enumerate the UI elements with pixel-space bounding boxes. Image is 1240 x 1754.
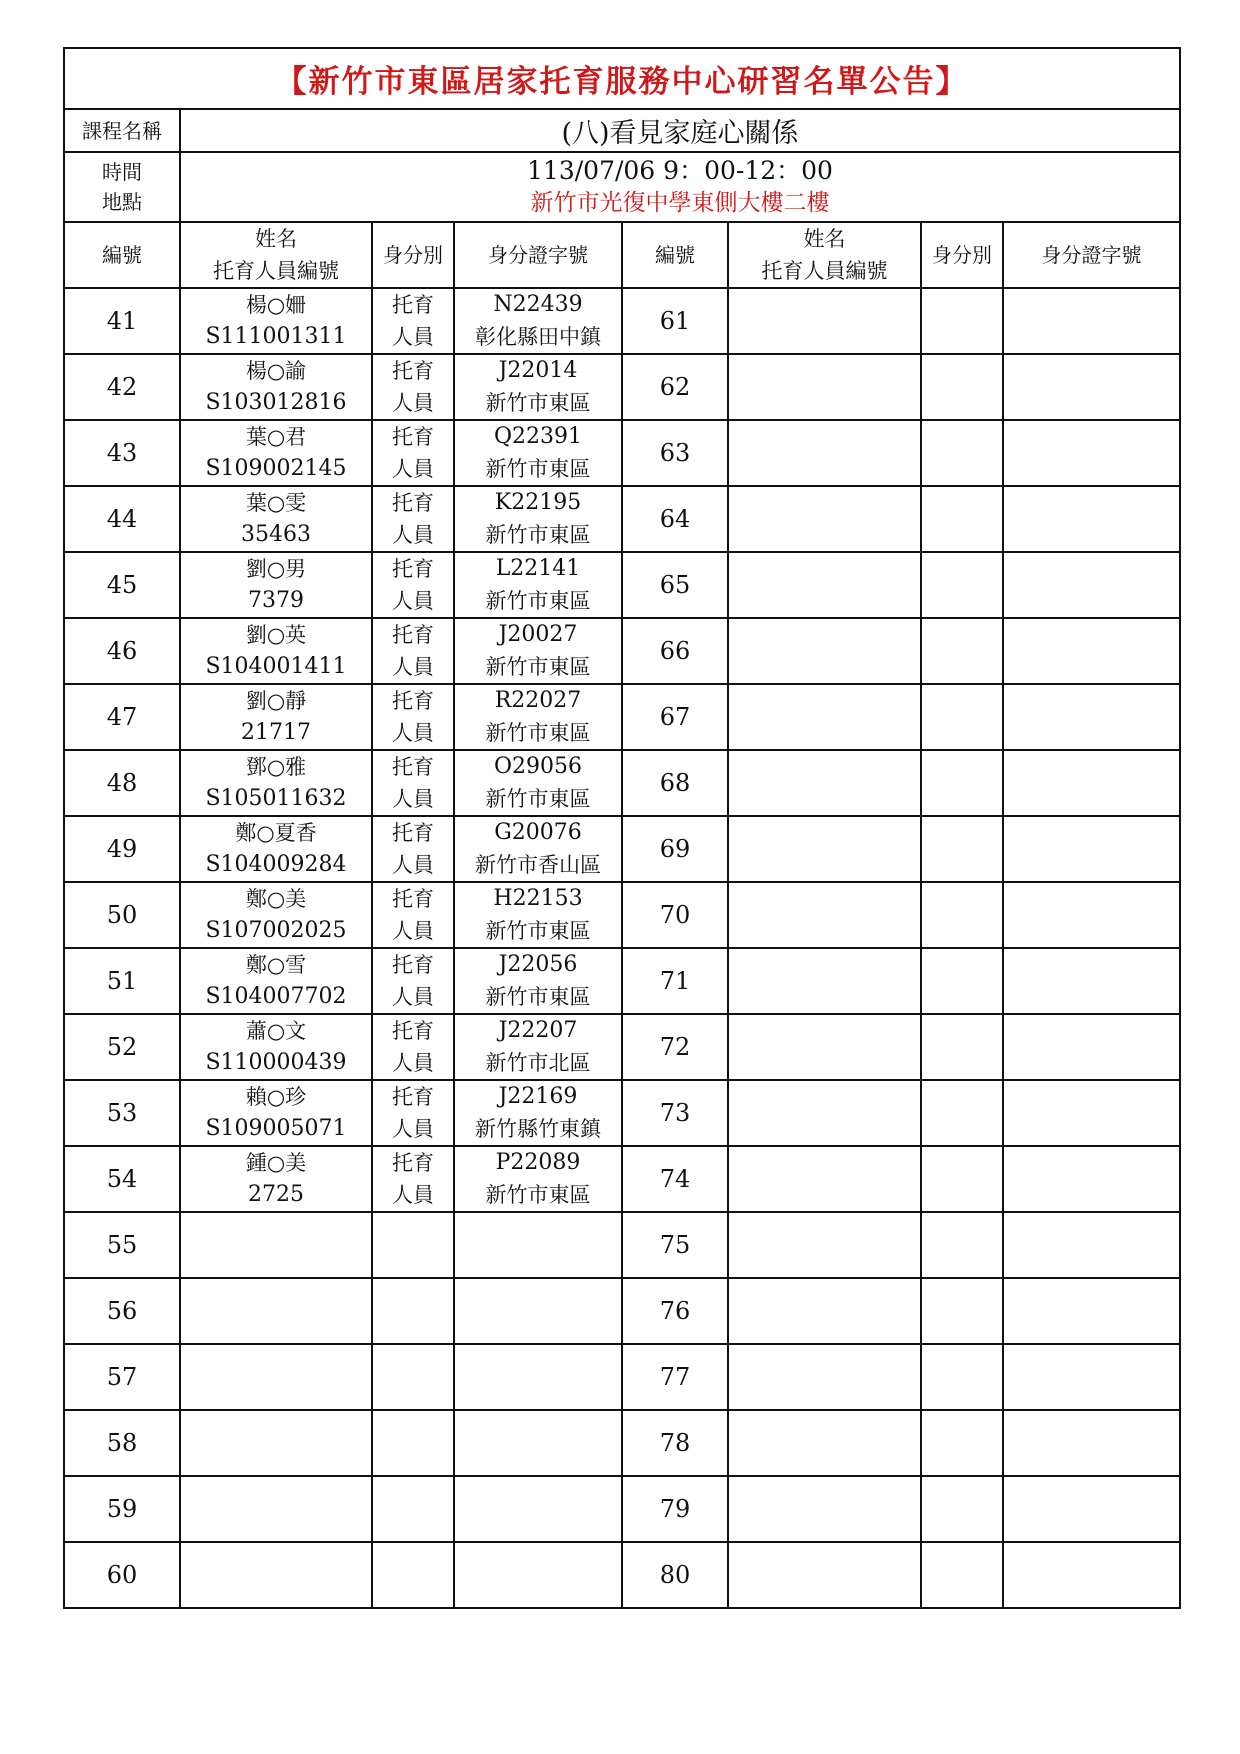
id-code: J22207 bbox=[498, 1018, 578, 1043]
person-name: 賴○珍 bbox=[245, 1085, 307, 1109]
id-code: G20076 bbox=[494, 820, 582, 845]
identity-top: 托育 bbox=[392, 293, 434, 317]
person-name: 鄭○夏香 bbox=[235, 821, 317, 845]
table-row bbox=[64, 816, 1180, 882]
identity-top: 托育 bbox=[392, 953, 434, 977]
identity-bottom: 人員 bbox=[392, 721, 434, 745]
header-id-number-left: 身分證字號 bbox=[454, 222, 622, 288]
id-number-cell-right bbox=[1003, 750, 1180, 816]
staff-id: S109005071 bbox=[205, 1116, 347, 1141]
id-number-cell-right bbox=[1003, 1542, 1180, 1608]
identity-bottom: 人員 bbox=[392, 1117, 434, 1141]
id-area: 新竹市香山區 bbox=[475, 853, 601, 877]
roster-table bbox=[63, 47, 1181, 1609]
course-name: (八)看見家庭心關係 bbox=[180, 109, 1180, 152]
id-area: 新竹市東區 bbox=[485, 787, 591, 811]
identity-cell bbox=[372, 552, 454, 618]
row-number-right: 67 bbox=[622, 684, 728, 750]
name-cell-right bbox=[728, 1212, 921, 1278]
id-number-cell-right bbox=[1003, 1278, 1180, 1344]
staff-id: S104009284 bbox=[205, 852, 347, 877]
row-number-left: 45 bbox=[64, 552, 180, 618]
staff-id: S105011632 bbox=[205, 786, 347, 811]
identity-cell-right bbox=[921, 948, 1003, 1014]
row-number-left: 46 bbox=[64, 618, 180, 684]
table-row bbox=[64, 948, 1180, 1014]
row-number-left: 44 bbox=[64, 486, 180, 552]
row-number-left: 55 bbox=[64, 1212, 180, 1278]
id-number-cell bbox=[454, 1278, 622, 1344]
row-number-left: 58 bbox=[64, 1410, 180, 1476]
name-cell-right bbox=[728, 1014, 921, 1080]
table-row bbox=[64, 1344, 1180, 1410]
name-cell-right bbox=[728, 948, 921, 1014]
person-name: 鄧○雅 bbox=[245, 755, 307, 779]
name-cell bbox=[180, 486, 372, 552]
staff-id: S109002145 bbox=[205, 456, 347, 481]
row-number-right: 65 bbox=[622, 552, 728, 618]
staff-id: S103012816 bbox=[205, 390, 347, 415]
id-number-cell-right bbox=[1003, 882, 1180, 948]
id-code: J22014 bbox=[498, 358, 578, 383]
id-number-cell-right bbox=[1003, 816, 1180, 882]
row-number-left: 53 bbox=[64, 1080, 180, 1146]
name-cell bbox=[180, 1410, 372, 1476]
person-name: 葉○君 bbox=[245, 425, 307, 449]
id-number-cell-right bbox=[1003, 486, 1180, 552]
identity-top: 托育 bbox=[392, 1019, 434, 1043]
id-number-cell-right bbox=[1003, 420, 1180, 486]
identity-cell bbox=[372, 354, 454, 420]
staff-id: 21717 bbox=[241, 720, 311, 745]
row-number-left: 52 bbox=[64, 1014, 180, 1080]
identity-cell bbox=[372, 420, 454, 486]
header-no-right: 編號 bbox=[622, 222, 728, 288]
table-row bbox=[64, 1542, 1180, 1608]
id-number-cell bbox=[454, 486, 622, 552]
id-number-cell bbox=[454, 816, 622, 882]
identity-cell-right bbox=[921, 420, 1003, 486]
identity-cell-right bbox=[921, 1146, 1003, 1212]
time-label: 時間 bbox=[102, 160, 142, 184]
id-number-cell-right bbox=[1003, 1080, 1180, 1146]
name-cell-right bbox=[728, 882, 921, 948]
person-name: 葉○雯 bbox=[245, 491, 307, 515]
row-number-right: 63 bbox=[622, 420, 728, 486]
identity-cell-right bbox=[921, 684, 1003, 750]
row-number-left: 57 bbox=[64, 1344, 180, 1410]
identity-top: 托育 bbox=[392, 887, 434, 911]
page-title: 【新竹市東區居家托育服務中心研習名單公告】 bbox=[64, 48, 1180, 109]
identity-top: 托育 bbox=[392, 425, 434, 449]
row-number-right: 79 bbox=[622, 1476, 728, 1542]
identity-top: 托育 bbox=[392, 1151, 434, 1175]
row-number-right: 71 bbox=[622, 948, 728, 1014]
table-row bbox=[64, 1410, 1180, 1476]
person-name: 劉○男 bbox=[245, 557, 307, 581]
course-label: 課程名稱 bbox=[64, 109, 180, 152]
id-code: J20027 bbox=[498, 622, 578, 647]
id-number-cell bbox=[454, 882, 622, 948]
header-name-top: 姓名 bbox=[803, 227, 846, 251]
table-row bbox=[64, 1146, 1180, 1212]
name-cell bbox=[180, 1344, 372, 1410]
identity-cell-right bbox=[921, 288, 1003, 354]
id-area: 新竹市東區 bbox=[485, 457, 591, 481]
id-number-cell-right bbox=[1003, 1212, 1180, 1278]
row-number-left: 59 bbox=[64, 1476, 180, 1542]
table-row bbox=[64, 1080, 1180, 1146]
table-row bbox=[64, 1212, 1180, 1278]
row-number-left: 41 bbox=[64, 288, 180, 354]
table-row bbox=[64, 552, 1180, 618]
identity-cell bbox=[372, 816, 454, 882]
id-number-cell-right bbox=[1003, 1410, 1180, 1476]
id-code: P22089 bbox=[495, 1150, 581, 1175]
table-row bbox=[64, 882, 1180, 948]
identity-bottom: 人員 bbox=[392, 589, 434, 613]
table-row bbox=[64, 420, 1180, 486]
row-number-left: 56 bbox=[64, 1278, 180, 1344]
name-cell bbox=[180, 354, 372, 420]
id-number-cell bbox=[454, 1410, 622, 1476]
table-row bbox=[64, 1278, 1180, 1344]
name-cell-right bbox=[728, 1476, 921, 1542]
identity-cell bbox=[372, 1476, 454, 1542]
identity-cell-right bbox=[921, 816, 1003, 882]
name-cell bbox=[180, 816, 372, 882]
id-number-cell bbox=[454, 1212, 622, 1278]
id-area: 彰化縣田中鎮 bbox=[475, 325, 601, 349]
identity-bottom: 人員 bbox=[392, 787, 434, 811]
name-cell-right bbox=[728, 1344, 921, 1410]
name-cell-right bbox=[728, 354, 921, 420]
id-number-cell bbox=[454, 420, 622, 486]
name-cell-right bbox=[728, 618, 921, 684]
identity-cell-right bbox=[921, 1212, 1003, 1278]
name-cell bbox=[180, 1146, 372, 1212]
id-number-cell bbox=[454, 1542, 622, 1608]
row-number-left: 42 bbox=[64, 354, 180, 420]
row-number-left: 60 bbox=[64, 1542, 180, 1608]
table-row bbox=[64, 1476, 1180, 1542]
identity-cell-right bbox=[921, 750, 1003, 816]
name-cell-right bbox=[728, 816, 921, 882]
name-cell bbox=[180, 1212, 372, 1278]
id-code: J22169 bbox=[498, 1084, 578, 1109]
person-name: 劉○靜 bbox=[245, 689, 307, 713]
identity-cell-right bbox=[921, 1476, 1003, 1542]
id-number-cell-right bbox=[1003, 1146, 1180, 1212]
header-identity-left: 身分別 bbox=[372, 222, 454, 288]
header-name-right bbox=[728, 222, 921, 288]
name-cell-right bbox=[728, 420, 921, 486]
row-number-right: 72 bbox=[622, 1014, 728, 1080]
row-number-right: 70 bbox=[622, 882, 728, 948]
name-cell-right bbox=[728, 684, 921, 750]
identity-top: 托育 bbox=[392, 491, 434, 515]
identity-cell bbox=[372, 1410, 454, 1476]
place-label: 地點 bbox=[102, 190, 142, 214]
id-area: 新竹市東區 bbox=[485, 655, 591, 679]
id-number-cell bbox=[454, 750, 622, 816]
row-number-right: 80 bbox=[622, 1542, 728, 1608]
id-code: K22195 bbox=[494, 490, 582, 515]
name-cell bbox=[180, 948, 372, 1014]
row-number-right: 64 bbox=[622, 486, 728, 552]
name-cell-right bbox=[728, 1542, 921, 1608]
table-row bbox=[64, 288, 1180, 354]
id-area: 新竹市北區 bbox=[485, 1051, 591, 1075]
name-cell-right bbox=[728, 486, 921, 552]
name-cell bbox=[180, 1476, 372, 1542]
identity-top: 托育 bbox=[392, 557, 434, 581]
identity-cell-right bbox=[921, 1410, 1003, 1476]
name-cell bbox=[180, 1278, 372, 1344]
identity-cell-right bbox=[921, 1080, 1003, 1146]
identity-cell bbox=[372, 1014, 454, 1080]
id-number-cell bbox=[454, 684, 622, 750]
identity-cell-right bbox=[921, 354, 1003, 420]
row-number-right: 62 bbox=[622, 354, 728, 420]
identity-cell bbox=[372, 1080, 454, 1146]
name-cell bbox=[180, 1014, 372, 1080]
identity-cell bbox=[372, 1146, 454, 1212]
id-code: O29056 bbox=[493, 754, 583, 779]
identity-bottom: 人員 bbox=[392, 655, 434, 679]
name-cell bbox=[180, 552, 372, 618]
id-area: 新竹市東區 bbox=[485, 721, 591, 745]
staff-id: 2725 bbox=[248, 1182, 304, 1207]
row-number-right: 75 bbox=[622, 1212, 728, 1278]
identity-cell bbox=[372, 750, 454, 816]
identity-cell-right bbox=[921, 1278, 1003, 1344]
id-code: J22056 bbox=[498, 952, 578, 977]
identity-cell-right bbox=[921, 882, 1003, 948]
table-row bbox=[64, 1014, 1180, 1080]
id-number-cell bbox=[454, 552, 622, 618]
row-number-left: 48 bbox=[64, 750, 180, 816]
row-number-right: 61 bbox=[622, 288, 728, 354]
identity-bottom: 人員 bbox=[392, 457, 434, 481]
identity-bottom: 人員 bbox=[392, 853, 434, 877]
id-number-cell-right bbox=[1003, 552, 1180, 618]
staff-id: S104001411 bbox=[205, 654, 347, 679]
header-name-bottom: 托育人員編號 bbox=[761, 259, 888, 283]
time-value: 113/07/06 9：00-12：00 bbox=[527, 156, 833, 185]
identity-cell bbox=[372, 1344, 454, 1410]
time-place-value bbox=[180, 152, 1180, 222]
header-name-left bbox=[180, 222, 372, 288]
identity-cell bbox=[372, 1212, 454, 1278]
identity-cell bbox=[372, 1542, 454, 1608]
identity-cell-right bbox=[921, 486, 1003, 552]
name-cell-right bbox=[728, 750, 921, 816]
table-row bbox=[64, 684, 1180, 750]
header-identity-right: 身分別 bbox=[921, 222, 1003, 288]
id-number-cell-right bbox=[1003, 1014, 1180, 1080]
id-area: 新竹市東區 bbox=[485, 1183, 591, 1207]
staff-id: S110000439 bbox=[205, 1050, 347, 1075]
id-number-cell bbox=[454, 1080, 622, 1146]
id-number-cell bbox=[454, 1146, 622, 1212]
time-place-label bbox=[64, 152, 180, 222]
header-no-left: 編號 bbox=[64, 222, 180, 288]
staff-id: 7379 bbox=[248, 588, 304, 613]
staff-id: S111001311 bbox=[205, 324, 347, 349]
name-cell bbox=[180, 684, 372, 750]
id-area: 新竹市東區 bbox=[485, 985, 591, 1009]
header-name-top: 姓名 bbox=[255, 227, 297, 251]
name-cell-right bbox=[728, 1278, 921, 1344]
identity-bottom: 人員 bbox=[392, 1051, 434, 1075]
id-number-cell bbox=[454, 288, 622, 354]
person-name: 楊○諭 bbox=[245, 359, 307, 383]
identity-bottom: 人員 bbox=[392, 391, 434, 415]
identity-cell bbox=[372, 882, 454, 948]
identity-cell-right bbox=[921, 618, 1003, 684]
identity-bottom: 人員 bbox=[392, 985, 434, 1009]
identity-cell bbox=[372, 288, 454, 354]
id-code: N22439 bbox=[493, 292, 583, 317]
identity-cell bbox=[372, 684, 454, 750]
identity-top: 托育 bbox=[392, 623, 434, 647]
row-number-right: 77 bbox=[622, 1344, 728, 1410]
person-name: 鍾○美 bbox=[245, 1151, 307, 1175]
identity-top: 托育 bbox=[392, 1085, 434, 1109]
table-row bbox=[64, 618, 1180, 684]
staff-id: 35463 bbox=[241, 522, 311, 547]
identity-top: 托育 bbox=[392, 821, 434, 845]
identity-top: 托育 bbox=[392, 755, 434, 779]
header-id-number-right: 身分證字號 bbox=[1003, 222, 1180, 288]
identity-cell bbox=[372, 948, 454, 1014]
identity-cell-right bbox=[921, 1014, 1003, 1080]
id-area: 新竹市東區 bbox=[485, 589, 591, 613]
row-number-left: 50 bbox=[64, 882, 180, 948]
row-number-right: 73 bbox=[622, 1080, 728, 1146]
id-area: 新竹市東區 bbox=[485, 523, 591, 547]
identity-bottom: 人員 bbox=[392, 919, 434, 943]
id-area: 新竹縣竹東鎮 bbox=[475, 1117, 601, 1141]
id-number-cell-right bbox=[1003, 684, 1180, 750]
id-number-cell bbox=[454, 948, 622, 1014]
row-number-right: 78 bbox=[622, 1410, 728, 1476]
identity-bottom: 人員 bbox=[392, 523, 434, 547]
name-cell-right bbox=[728, 1146, 921, 1212]
name-cell bbox=[180, 1080, 372, 1146]
identity-cell-right bbox=[921, 1542, 1003, 1608]
name-cell-right bbox=[728, 552, 921, 618]
row-number-right: 69 bbox=[622, 816, 728, 882]
table-row bbox=[64, 486, 1180, 552]
person-name: 蕭○文 bbox=[245, 1019, 307, 1043]
id-code: Q22391 bbox=[493, 424, 583, 449]
row-number-right: 74 bbox=[622, 1146, 728, 1212]
row-number-left: 51 bbox=[64, 948, 180, 1014]
identity-cell bbox=[372, 486, 454, 552]
row-number-left: 47 bbox=[64, 684, 180, 750]
name-cell bbox=[180, 420, 372, 486]
name-cell bbox=[180, 750, 372, 816]
name-cell-right bbox=[728, 288, 921, 354]
id-code: L22141 bbox=[495, 556, 581, 581]
person-name: 劉○英 bbox=[245, 623, 307, 647]
name-cell bbox=[180, 882, 372, 948]
header-row bbox=[64, 222, 1180, 288]
row-number-left: 43 bbox=[64, 420, 180, 486]
name-cell bbox=[180, 618, 372, 684]
id-number-cell bbox=[454, 1476, 622, 1542]
identity-bottom: 人員 bbox=[392, 325, 434, 349]
identity-cell bbox=[372, 618, 454, 684]
row-number-left: 49 bbox=[64, 816, 180, 882]
identity-bottom: 人員 bbox=[392, 1183, 434, 1207]
id-area: 新竹市東區 bbox=[485, 391, 591, 415]
identity-cell-right bbox=[921, 1344, 1003, 1410]
person-name: 楊○姍 bbox=[245, 293, 307, 317]
id-code: H22153 bbox=[493, 886, 583, 911]
identity-top: 托育 bbox=[392, 359, 434, 383]
name-cell bbox=[180, 1542, 372, 1608]
name-cell bbox=[180, 288, 372, 354]
identity-top: 托育 bbox=[392, 689, 434, 713]
place-value: 新竹市光復中學東側大樓二樓 bbox=[530, 190, 830, 216]
table-row bbox=[64, 354, 1180, 420]
id-number-cell bbox=[454, 1344, 622, 1410]
id-code: R22027 bbox=[494, 688, 582, 713]
row-number-left: 54 bbox=[64, 1146, 180, 1212]
id-number-cell bbox=[454, 354, 622, 420]
person-name: 鄭○美 bbox=[245, 887, 307, 911]
staff-id: S104007702 bbox=[205, 984, 347, 1009]
id-area: 新竹市東區 bbox=[485, 919, 591, 943]
id-number-cell bbox=[454, 1014, 622, 1080]
row-number-right: 68 bbox=[622, 750, 728, 816]
person-name: 鄭○雪 bbox=[245, 953, 307, 977]
id-number-cell-right bbox=[1003, 948, 1180, 1014]
id-number-cell-right bbox=[1003, 1344, 1180, 1410]
row-number-right: 66 bbox=[622, 618, 728, 684]
row-number-right: 76 bbox=[622, 1278, 728, 1344]
header-name-bottom: 托育人員編號 bbox=[213, 259, 339, 283]
id-number-cell-right bbox=[1003, 354, 1180, 420]
id-number-cell-right bbox=[1003, 288, 1180, 354]
table-row bbox=[64, 750, 1180, 816]
id-number-cell-right bbox=[1003, 1476, 1180, 1542]
name-cell-right bbox=[728, 1080, 921, 1146]
id-number-cell-right bbox=[1003, 618, 1180, 684]
name-cell-right bbox=[728, 1410, 921, 1476]
identity-cell bbox=[372, 1278, 454, 1344]
id-number-cell bbox=[454, 618, 622, 684]
staff-id: S107002025 bbox=[205, 918, 347, 943]
identity-cell-right bbox=[921, 552, 1003, 618]
